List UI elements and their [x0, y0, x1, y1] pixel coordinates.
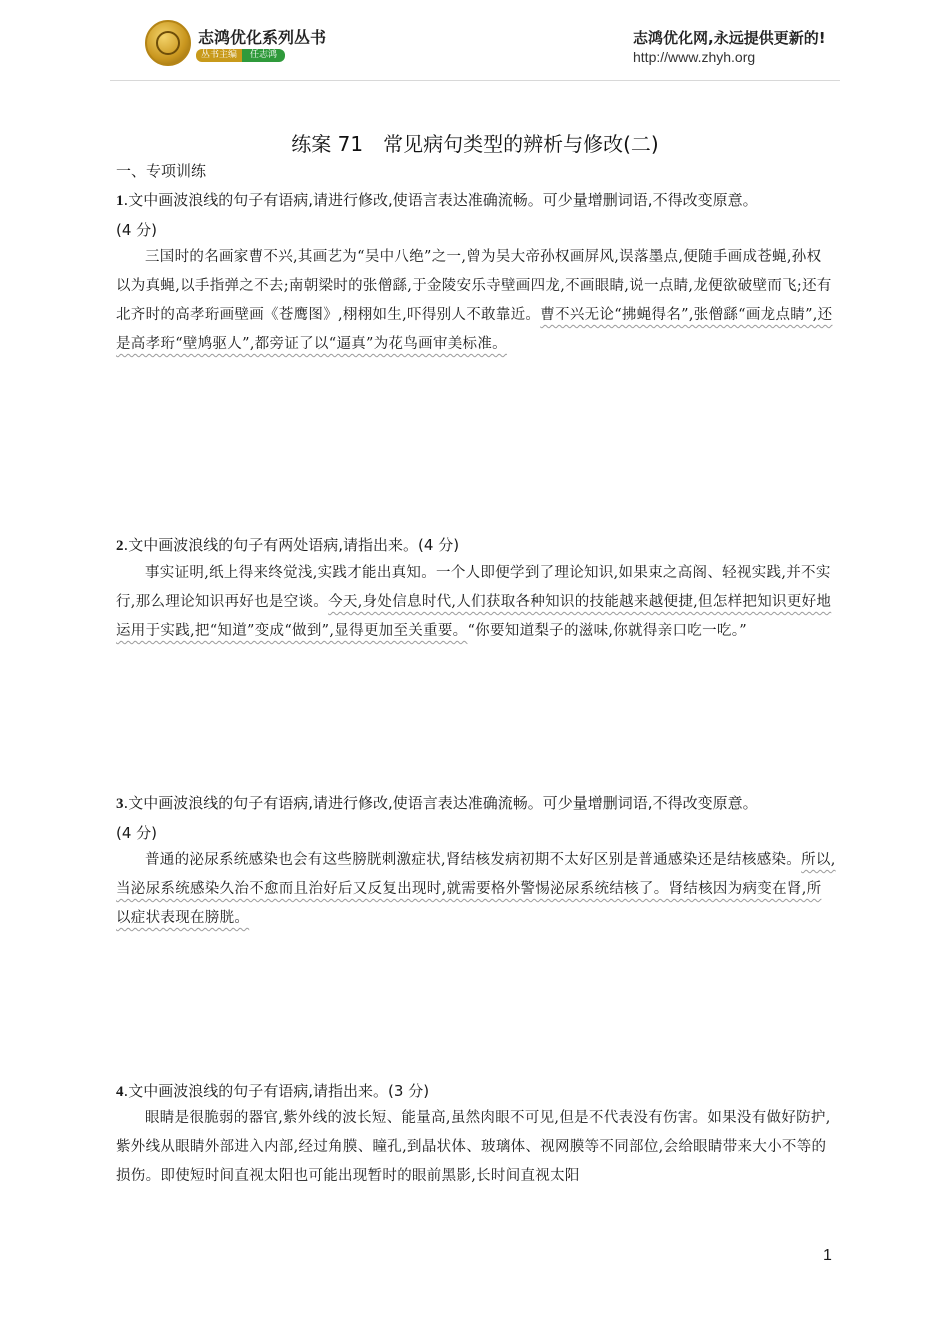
- question-3-prompt: [116, 789, 836, 848]
- question-number: 1: [116, 193, 124, 209]
- page-number: 1: [823, 1247, 832, 1264]
- question-score: (4 分): [418, 536, 460, 554]
- passage-quote: “你要知道梨子的滋味,你就得亲口吃一吃。”: [467, 623, 747, 639]
- question-1-passage: [116, 243, 836, 359]
- editor-label: 丛书主编: [196, 49, 242, 62]
- series-title: 志鸿优化系列丛书: [198, 28, 327, 47]
- publisher-seal-icon: [145, 20, 191, 66]
- question-4-passage: [116, 1104, 836, 1191]
- question-score: (3 分): [388, 1082, 430, 1100]
- question-3-passage: [116, 846, 836, 933]
- question-number: 2: [116, 538, 124, 554]
- wavy-underlined-sentence: 今天,身处信息时代,人们获取各种知识的技能越来越便捷,但怎样把知识更好地运用于实践,把“知道”变成“做到”,显得更加至关重要。: [116, 594, 832, 639]
- section-heading: 一、专项训练: [116, 162, 207, 180]
- page-header: [0, 0, 950, 90]
- site-slogan: 志鸿优化网,永远提供更新的!: [633, 29, 826, 47]
- question-number: 4: [116, 1084, 124, 1100]
- passage-text: 三国时的名画家曹不兴,其画艺为“吴中八绝”之一,曾为吴大帝孙权画屏风,误落墨点,便随手画成苍蝇,孙权以为真蝇,以手指弹之不去;南朝梁时的张僧繇,于金陵安乐寺壁画四龙,不画眼睛,说一点睛,龙便欲破壁而飞;还有北齐时的高孝珩画壁画《苍鹰图》,栩栩如生,吓得别人不敢靠近。: [116, 249, 832, 323]
- question-text: .文中画波浪线的句子有两处语病,请指出来。: [123, 536, 419, 554]
- question-text: .文中画波浪线的句子有语病,请进行修改,使语言表达准确流畅。可少量增删词语,不得改变原意。: [123, 191, 758, 209]
- passage-text: 眼睛是很脆弱的器官,紫外线的波长短、能量高,虽然肉眼不可见,但是不代表没有伤害。如果没有做好防护,紫外线从眼睛外部进入内部,经过角膜、瞳孔,到晶状体、玻璃体、视网膜等不同部位,会给眼睛带来大小不等的损伤。即使短时间直视太阳也可能出现暂时的眼前黑影,长时间直视太阳: [116, 1110, 831, 1184]
- question-score: (4 分): [116, 824, 158, 842]
- passage-text: 普通的泌尿系统感染也会有这些膀胱刺激症状,肾结核发病初期不太好区别是普通感染还是结核感染。: [145, 852, 802, 868]
- question-number: 3: [116, 796, 124, 812]
- header-divider: [110, 80, 840, 81]
- question-4-prompt: [116, 1077, 836, 1107]
- editor-badge: [196, 49, 285, 62]
- editor-name: 任志鸿: [242, 49, 285, 62]
- question-2-prompt: [116, 531, 836, 561]
- wavy-underlined-sentence: 曹不兴无论“拂蝇得名”,张僧繇“画龙点睛”,还是高孝珩“壁鸠驱人”,都旁证了以“逼真”为花鸟画审美标准。: [116, 307, 833, 352]
- question-text: .文中画波浪线的句子有语病,请进行修改,使语言表达准确流畅。可少量增删词语,不得改变原意。: [123, 794, 758, 812]
- question-score: (4 分): [116, 221, 158, 239]
- site-url: http://www.zhyh.org: [633, 49, 756, 65]
- question-text: .文中画波浪线的句子有语病,请指出来。: [123, 1082, 389, 1100]
- question-1-prompt: [116, 186, 836, 245]
- wavy-underlined-sentence: 所以,当泌尿系统感染久治不愈而且治好后又反复出现时,就需要格外警惕泌尿系统结核了。肾结核因为病变在肾,所以症状表现在膀胱。: [116, 852, 836, 926]
- question-2-passage: [116, 559, 836, 646]
- passage-text: 事实证明,纸上得来终觉浅,实践才能出真知。一个人即便学到了理论知识,如果束之高阁、轻视实践,并不实行,那么理论知识再好也是空谈。: [116, 565, 831, 610]
- page-title: 练案 71 常见病句类型的辨析与修改(二): [291, 132, 659, 156]
